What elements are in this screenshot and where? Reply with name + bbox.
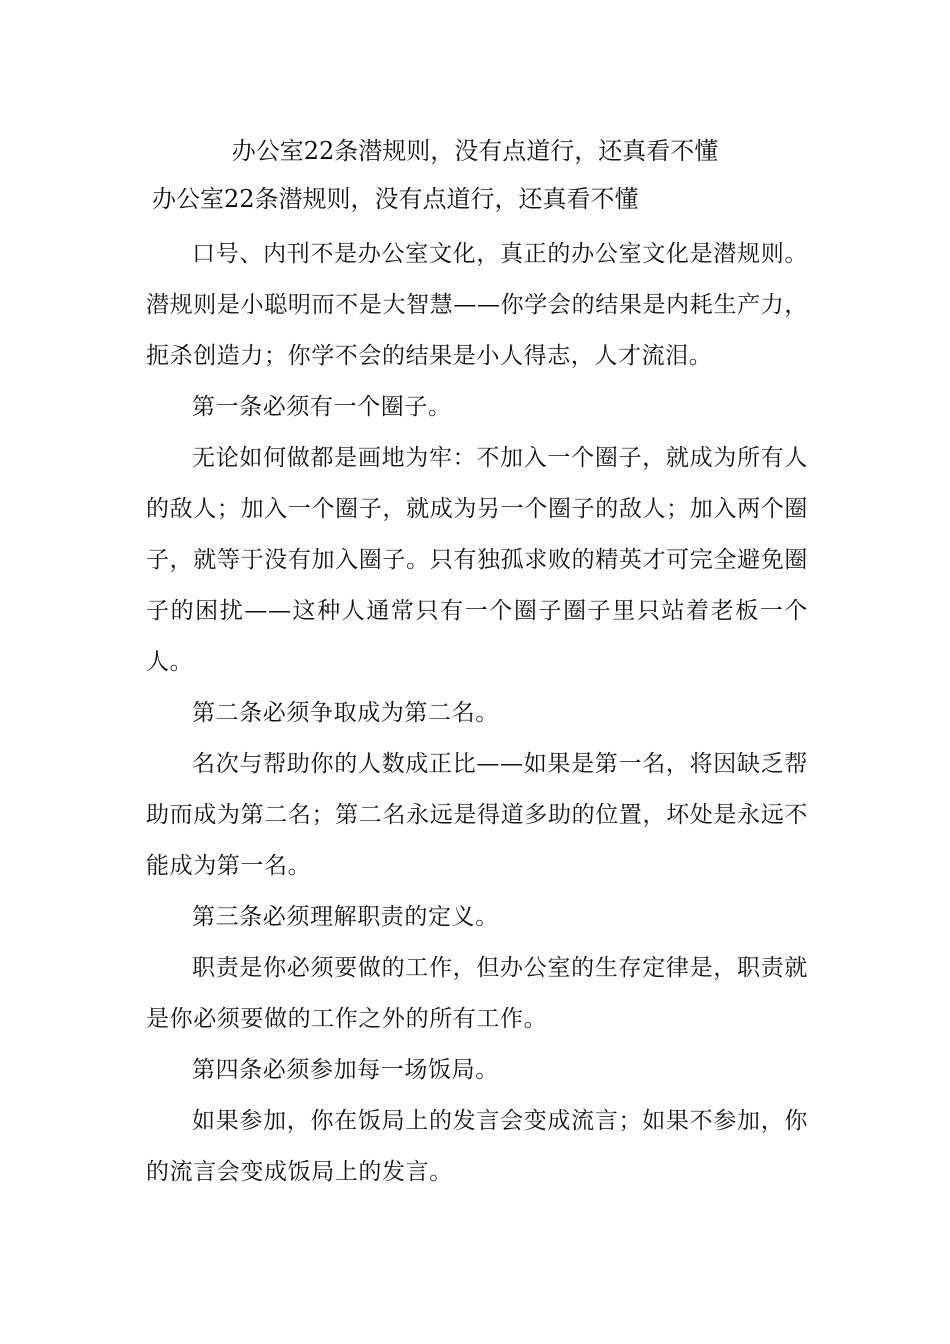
intro-paragraph: 口号、内刊不是办公室文化，真正的办公室文化是潜规则。潜规则是小聪明而不是大智慧——你学会的结果是内耗生产力，扼杀创造力；你学不会的结果是小人得志，人才流泪。 — [146, 241, 808, 369]
rule-4-heading: 第四条必须参加每一场饭局。 — [192, 1057, 499, 1083]
document-title: 办公室22条潜规则，没有点道行，还真看不懂 — [231, 137, 719, 165]
rule-1-body: 无论如何做都是画地为牢：不加入一个圈子，就成为所有人的敌人；加入一个圈子，就成为另一个圈子的敌人；加入两个圈子，就等于没有加入圈子。只有独孤求败的精英才可完全避免圈子的困扰——这种人通常只有一个圈子圈子里只站着老板一个人。 — [146, 445, 808, 675]
document-body — [146, 229, 808, 1198]
rule-3-heading: 第三条必须理解职责的定义。 — [192, 904, 499, 930]
rule-2-heading: 第二条必须争取成为第二名。 — [192, 700, 499, 726]
rule-3-body: 职责是你必须要做的工作，但办公室的生存定律是，职责就是你必须要做的工作之外的所有工作。 — [146, 955, 808, 1032]
rule-2-body: 名次与帮助你的人数成正比——如果是第一名，将因缺乏帮助而成为第二名；第二名永远是得道多助的位置，坏处是永远不能成为第一名。 — [146, 751, 808, 879]
rule-4-body: 如果参加，你在饭局上的发言会变成流言；如果不参加，你的流言会变成饭局上的发言。 — [146, 1108, 808, 1185]
document-subtitle: 办公室22条潜规则，没有点道行，还真看不懂 — [152, 185, 639, 213]
rule-1-heading: 第一条必须有一个圈子。 — [192, 394, 452, 420]
